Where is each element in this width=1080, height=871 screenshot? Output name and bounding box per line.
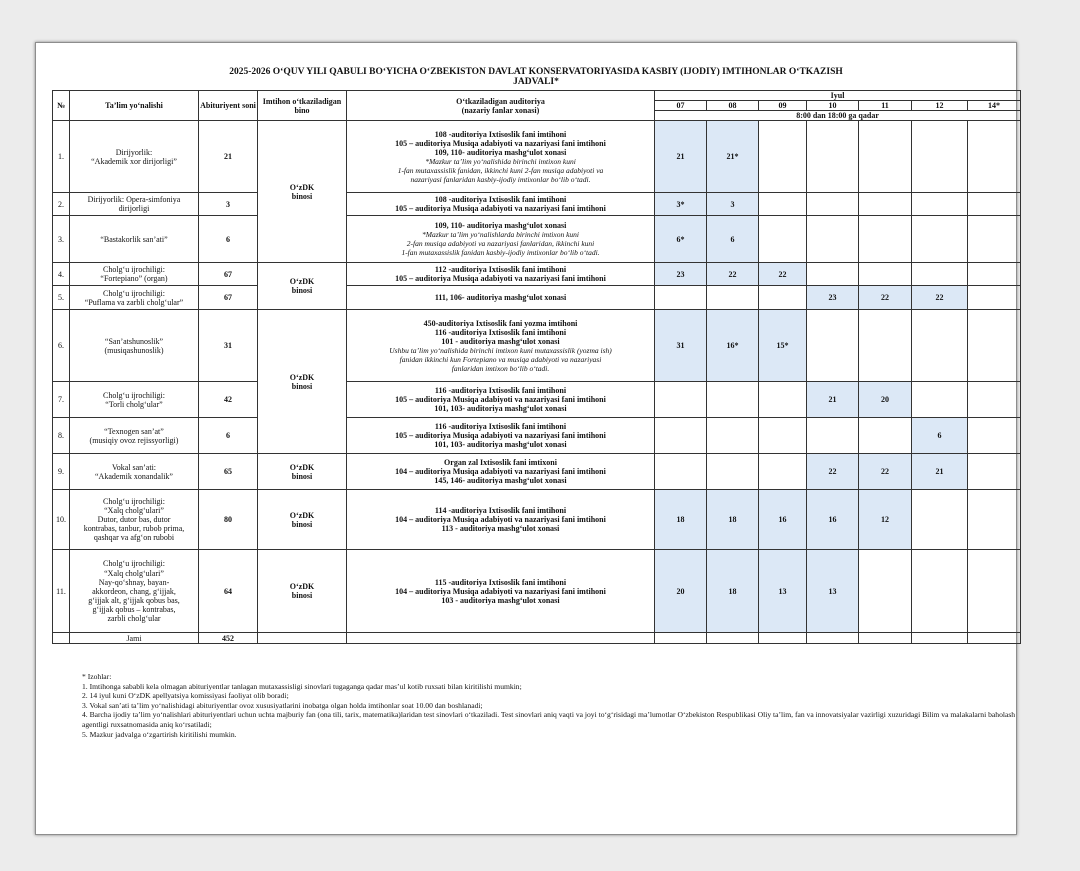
header-auditorium-label: O‘tkaziladigan auditoriya (456, 96, 545, 106)
day-cell (655, 286, 707, 310)
day-cell (707, 418, 759, 454)
auditorium-line: 105 – auditoriya Musiqa adabiyoti va nazariyasi fani imtihoni (395, 204, 606, 214)
header-num: № (53, 91, 70, 121)
total-label: Jami (70, 633, 199, 644)
day-cell: 20 (655, 550, 707, 633)
day-cell: 16 (759, 490, 807, 550)
notes-heading: * Izohlar: (82, 672, 112, 681)
day-cell (968, 490, 1021, 550)
auditorium-line: 108 -auditoriya Ixtisoslik fani imtihoni (434, 195, 567, 205)
day-cell: 12 (859, 490, 912, 550)
direction-line: zarbli cholg‘ular (107, 614, 161, 624)
table-row (53, 454, 1021, 490)
day-cell: 13 (759, 550, 807, 633)
day-cell (759, 418, 807, 454)
header-direction: Ta’lim yo‘nalishi (70, 91, 199, 121)
day-cell: 21* (707, 121, 759, 193)
row-number: 1. (53, 121, 70, 193)
auditorium-line: 114 -auditoriya Ixtisoslik fani imtihoni (434, 506, 567, 516)
day-cell (968, 263, 1021, 286)
auditorium-line: 111, 106- auditoriya mashg‘ulot xonasi (434, 293, 567, 303)
row-building (258, 490, 347, 550)
day-cell: 22 (912, 286, 968, 310)
header-building: Imtihon o‘tkaziladigan bino (258, 91, 347, 121)
row-direction (70, 216, 199, 263)
direction-line: Dirijyorlik: (115, 147, 153, 157)
direction-line: Vokal san’ati: (111, 462, 157, 472)
table-row (53, 121, 1021, 193)
row-number: 3. (53, 216, 70, 263)
auditorium-line: Organ zal Ixtisoslik fani imtixoni (444, 458, 557, 468)
row-direction (70, 550, 199, 633)
auditorium-note: 2-fan musiqa adabiyoti va nazariyasi fanlaridan, ikkinchi kuni (406, 239, 595, 249)
table-row (53, 418, 1021, 454)
row-number: 7. (53, 382, 70, 418)
day-cell (759, 216, 807, 263)
auditorium-line: 101, 103- auditoriya mashg‘ulot xonasi (434, 440, 567, 450)
direction-line: Dirijyorlik: Opera-simfoniya (87, 195, 181, 205)
day-cell: 21 (807, 382, 859, 418)
row-count: 6 (199, 216, 258, 263)
auditorium-line: 116 -auditoriya Ixtisoslik fani imtihoni (434, 327, 567, 337)
row-number: 4. (53, 263, 70, 286)
direction-line: Nay-qo‘shnay, bayan- (98, 577, 170, 587)
row-count: 21 (199, 121, 258, 193)
header-day: 08 (707, 101, 759, 111)
direction-line: “Fortepiano” (organ) (100, 274, 168, 284)
day-cell: 13 (807, 550, 859, 633)
direction-line: “Puflama va zarbli cholg‘ular” (84, 297, 184, 307)
day-cell (968, 286, 1021, 310)
day-cell (968, 382, 1021, 418)
direction-line: dirijorligi (118, 204, 150, 214)
header-auditorium-sub: (nazariy fanlar xonasi) (461, 105, 540, 115)
row-auditorium (347, 418, 655, 454)
direction-line: (musiqiy ovoz rejissyorligi) (89, 435, 179, 445)
document-title (186, 67, 886, 87)
day-cell (968, 454, 1021, 490)
row-building (258, 121, 347, 263)
row-direction (70, 286, 199, 310)
day-cell (968, 550, 1021, 633)
auditorium-line: 104 – auditoriya Musiqa adabiyoti va nazariyasi fani imtihoni (395, 586, 606, 596)
auditorium-line: 112 -auditoriya Ixtisoslik fani imtihoni (434, 265, 567, 275)
row-auditorium (347, 286, 655, 310)
direction-line: “Bastakorlik san’ati” (100, 234, 168, 244)
direction-line: (musiqashunoslik) (104, 345, 164, 355)
day-cell: 21 (655, 121, 707, 193)
day-cell (859, 193, 912, 216)
day-cell (859, 216, 912, 263)
day-cell: 21 (912, 454, 968, 490)
row-count: 31 (199, 310, 258, 382)
header-day: 11 (859, 101, 912, 111)
row-auditorium (347, 382, 655, 418)
auditorium-line: 108 -auditoriya Ixtisoslik fani imtihoni (434, 129, 567, 139)
row-number: 5. (53, 286, 70, 310)
day-cell (912, 550, 968, 633)
direction-line: qashqar va afg‘on rubobi (93, 533, 175, 543)
day-cell (859, 121, 912, 193)
auditorium-line: 101 - auditoriya mashg‘ulot xonasi (441, 336, 560, 346)
day-cell: 6 (912, 418, 968, 454)
day-cell: 22 (807, 454, 859, 490)
day-cell (807, 216, 859, 263)
row-building (258, 310, 347, 454)
day-cell: 18 (655, 490, 707, 550)
day-cell: 3* (655, 193, 707, 216)
note-item: 3. Vokal san’ati ta’lim yo‘nalishidagi abituriyentlar ovoz xususiyatlarini inobatga olgan holda imtihonlar soat 10.00 dan boshlanadi; (82, 700, 483, 710)
row-count: 42 (199, 382, 258, 418)
row-count: 64 (199, 550, 258, 633)
direction-line: g‘ijjak alt, g‘ijjak qobus bas, (88, 595, 180, 605)
day-cell (707, 454, 759, 490)
header-day: 14* (968, 101, 1021, 111)
table-row (53, 286, 1021, 310)
row-auditorium (347, 193, 655, 216)
direction-line: Cholg‘u ijrochiligi: (103, 390, 165, 400)
day-cell: 6 (707, 216, 759, 263)
building-label: O‘zDK binosi (289, 510, 315, 529)
auditorium-note: 1-fan mutaxassislik fanidan, ikkinchi kuni 2-fan musiqa adabiyoti va (397, 165, 604, 175)
day-cell (807, 263, 859, 286)
auditorium-note: 1-fan mutaxassislik fanidan kasbiy-ijodiy imtixonlar bo‘lib o‘tadi. (401, 248, 600, 258)
day-cell (912, 193, 968, 216)
day-cell: 22 (859, 286, 912, 310)
day-cell (912, 263, 968, 286)
row-count: 67 (199, 263, 258, 286)
row-direction (70, 193, 199, 216)
direction-line: Cholg‘u ijrochiligi: (103, 497, 165, 507)
auditorium-line: 105 – auditoriya Musiqa adabiyoti va nazariyasi fani imtihoni (395, 138, 606, 148)
table-row (53, 382, 1021, 418)
document-sheet (35, 42, 1017, 835)
day-cell: 15* (759, 310, 807, 382)
day-cell: 16 (807, 490, 859, 550)
day-cell: 18 (707, 490, 759, 550)
row-auditorium (347, 263, 655, 286)
day-cell: 23 (655, 263, 707, 286)
day-cell (759, 382, 807, 418)
auditorium-line: 450-auditoriya Ixtisoslik fani yozma imtihoni (423, 318, 578, 328)
building-label: O‘zDK binosi (289, 277, 315, 296)
building-label: O‘zDK binosi (289, 582, 315, 601)
day-cell: 18 (707, 550, 759, 633)
auditorium-line: 113 - auditoriya mashg‘ulot xonasi (441, 524, 560, 534)
day-cell: 22 (759, 263, 807, 286)
table-row (53, 490, 1021, 550)
auditorium-note: fanlaridan imtixon bo‘lib o‘tadi. (451, 363, 550, 373)
schedule-table (52, 90, 1021, 644)
day-cell (859, 418, 912, 454)
auditorium-line: 105 – auditoriya Musiqa adabiyoti va nazariyasi fani imtihoni (395, 431, 606, 441)
day-cell (968, 121, 1021, 193)
table-row (53, 193, 1021, 216)
day-cell (759, 454, 807, 490)
row-auditorium (347, 310, 655, 382)
row-building (258, 263, 347, 310)
day-cell: 20 (859, 382, 912, 418)
row-number: 8. (53, 418, 70, 454)
row-direction (70, 418, 199, 454)
direction-line: Dutor, dutor bas, dutor (97, 515, 171, 525)
direction-line: akkordeon, chang, g‘ijjak, (92, 586, 176, 596)
table-row (53, 216, 1021, 263)
row-count: 6 (199, 418, 258, 454)
day-cell (968, 216, 1021, 263)
day-cell (655, 418, 707, 454)
header-time: 8:00 dan 18:00 ga qadar (655, 111, 1021, 121)
direction-line: Cholg‘u ijrochiligi: (103, 559, 165, 569)
row-building (258, 550, 347, 633)
day-cell: 22 (707, 263, 759, 286)
direction-line: Cholg‘u ijrochiligi: (103, 288, 165, 298)
auditorium-line: 101, 103- auditoriya mashg‘ulot xonasi (434, 404, 567, 414)
direction-line: “Torli cholg‘ular” (105, 399, 163, 409)
day-cell: 6* (655, 216, 707, 263)
row-count: 80 (199, 490, 258, 550)
row-number: 6. (53, 310, 70, 382)
direction-line: g‘ijjak qobus – kontrabas, (92, 604, 176, 614)
day-cell (807, 193, 859, 216)
direction-line: “Texnogen san’at” (104, 426, 164, 436)
header-day: 12 (912, 101, 968, 111)
row-number: 11. (53, 550, 70, 633)
day-cell (859, 310, 912, 382)
day-cell (859, 550, 912, 633)
auditorium-line: 145, 146- auditoriya mashg‘ulot xonasi (434, 476, 567, 486)
day-cell (655, 382, 707, 418)
auditorium-line: 103 - auditoriya mashg‘ulot xonasi (441, 595, 560, 605)
day-cell (968, 418, 1021, 454)
day-cell (912, 216, 968, 263)
row-direction (70, 310, 199, 382)
auditorium-note: *Mazkur ta’lim yo‘nalishlarda birinchi imtixon kuni (422, 230, 579, 240)
row-direction (70, 454, 199, 490)
note-item: 5. Mazkur jadvalga o‘zgartirish kiritilishi mumkin. (82, 729, 237, 739)
auditorium-note: nazariyasi fanlaridan kasbiy-ijodiy imtixonlar bo‘lib o‘tadi. (410, 174, 591, 184)
row-number: 10. (53, 490, 70, 550)
auditorium-line: 105 – auditoriya Musiqa adabiyoti va nazariyasi fani imtihoni (395, 395, 606, 405)
day-cell (912, 310, 968, 382)
header-applicants: Abituriyent soni (199, 91, 258, 121)
table-row (53, 310, 1021, 382)
header-day: 09 (759, 101, 807, 111)
note-item: 1. Imtihonga sababli kela olmagan abituriyentlar tanlagan mutaxassisligi sinovlari tugaganga qadar mas’ul kotib ruxsati bilan kiritilishi mumkin; (82, 681, 522, 691)
row-count: 67 (199, 286, 258, 310)
row-count: 65 (199, 454, 258, 490)
table-row (53, 263, 1021, 286)
day-cell (968, 193, 1021, 216)
row-number: 2. (53, 193, 70, 216)
row-auditorium (347, 121, 655, 193)
day-cell (759, 193, 807, 216)
day-cell (912, 121, 968, 193)
auditorium-line: 116 -auditoriya Ixtisoslik fani imtihoni (434, 422, 567, 432)
auditorium-line: 115 -auditoriya Ixtisoslik fani imtihoni (434, 577, 567, 587)
building-label: O‘zDK binosi (289, 372, 315, 391)
day-cell (807, 418, 859, 454)
direction-line: kontrabas, tanbur, rubob prima, (83, 524, 185, 534)
header-auditorium (347, 91, 655, 121)
direction-line: “Xalq cholg‘ulari” (104, 568, 164, 578)
auditorium-note: fanidan ikkinchi kun Fortepiano va musiqa adabiyoti va nazariyasi (399, 354, 602, 364)
day-cell (807, 121, 859, 193)
row-direction (70, 382, 199, 418)
day-cell: 16* (707, 310, 759, 382)
day-cell (807, 310, 859, 382)
row-auditorium (347, 490, 655, 550)
auditorium-line: 104 – auditoriya Musiqa adabiyoti va nazariyasi fani imtihoni (395, 515, 606, 525)
day-cell (912, 382, 968, 418)
auditorium-line: 104 – auditoriya Musiqa adabiyoti va nazariyasi fani imtihoni (395, 467, 606, 477)
day-cell (968, 310, 1021, 382)
direction-line: “Akademik xonandalik” (95, 471, 173, 481)
row-building (258, 454, 347, 490)
title-line-2: JADVALI* (513, 77, 559, 87)
row-direction (70, 121, 199, 193)
row-count: 3 (199, 193, 258, 216)
row-direction (70, 263, 199, 286)
header-day: 07 (655, 101, 707, 111)
auditorium-line: 105 – auditoriya Musiqa adabiyoti va nazariyasi fani imtihoni (395, 274, 606, 284)
row-auditorium (347, 550, 655, 633)
day-cell: 31 (655, 310, 707, 382)
day-cell (912, 490, 968, 550)
direction-line: “San’atshunoslik” (104, 336, 164, 346)
direction-line: “Akademik xor dirijorligi” (91, 156, 177, 166)
row-auditorium (347, 454, 655, 490)
table-row (53, 550, 1021, 633)
header-day: 10 (807, 101, 859, 111)
day-cell: 22 (859, 454, 912, 490)
notes-section (82, 672, 1022, 739)
row-auditorium (347, 216, 655, 263)
direction-line: “Xalq cholg‘ulari” (104, 506, 164, 516)
auditorium-note: *Mazkur ta’lim yo‘nalishida birinchi imtixon kuni (425, 156, 576, 166)
header-month: Iyul (655, 91, 1021, 101)
day-cell: 3 (707, 193, 759, 216)
total-value: 452 (199, 633, 258, 644)
building-label: O‘zDK binosi (289, 182, 315, 201)
direction-line: Cholg‘u ijrochiligi: (103, 265, 165, 275)
day-cell (759, 121, 807, 193)
row-direction (70, 490, 199, 550)
note-item: 4. Barcha ijodiy ta’lim yo‘nalishlari abituriyentlari uchun uchta majburiy fan (ona tili, tarix, matematika)laridan test sinovlari o‘tkaziladi. Test sinovlari aniq vaqti va joyi to‘g‘risidagi ma’lumotlar O‘zbekiston Respublikasi Oliy ta’lim, fan va innovatsiyalar vazirligi xuzuridagi Bilim va malakalarni baholash agentligi ruxsatnomasida aniq ko‘rsatiladi; (82, 710, 1016, 729)
day-cell: 23 (807, 286, 859, 310)
day-cell (759, 286, 807, 310)
title-line-1: 2025-2026 O‘QUV YILI QABULI BO‘YICHA O‘ZBEKISTON DAVLAT KONSERVATORIYASIDA KASBIY (IJODIY) IMTIHONLAR O‘TKAZISH (229, 67, 843, 77)
day-cell (655, 454, 707, 490)
auditorium-line: 109, 110- auditoriya mashg‘ulot xonasi (434, 147, 567, 157)
day-cell (859, 263, 912, 286)
row-number: 9. (53, 454, 70, 490)
auditorium-note: Ushbu ta’lim yo‘nalishida birinchi imtixon kuni mutaxassislik (yozma ish) (389, 345, 612, 355)
total-row (53, 633, 1021, 644)
auditorium-line: 116 -auditoriya Ixtisoslik fani imtihoni (434, 386, 567, 396)
day-cell (707, 382, 759, 418)
auditorium-line: 109, 110- auditoriya mashg‘ulot xonasi (434, 221, 567, 231)
day-cell (707, 286, 759, 310)
note-item: 2. 14 iyul kuni O‘zDK apellyatsiya komissiyasi faoliyat olib boradi; (82, 691, 289, 701)
building-label: O‘zDK binosi (289, 462, 315, 481)
